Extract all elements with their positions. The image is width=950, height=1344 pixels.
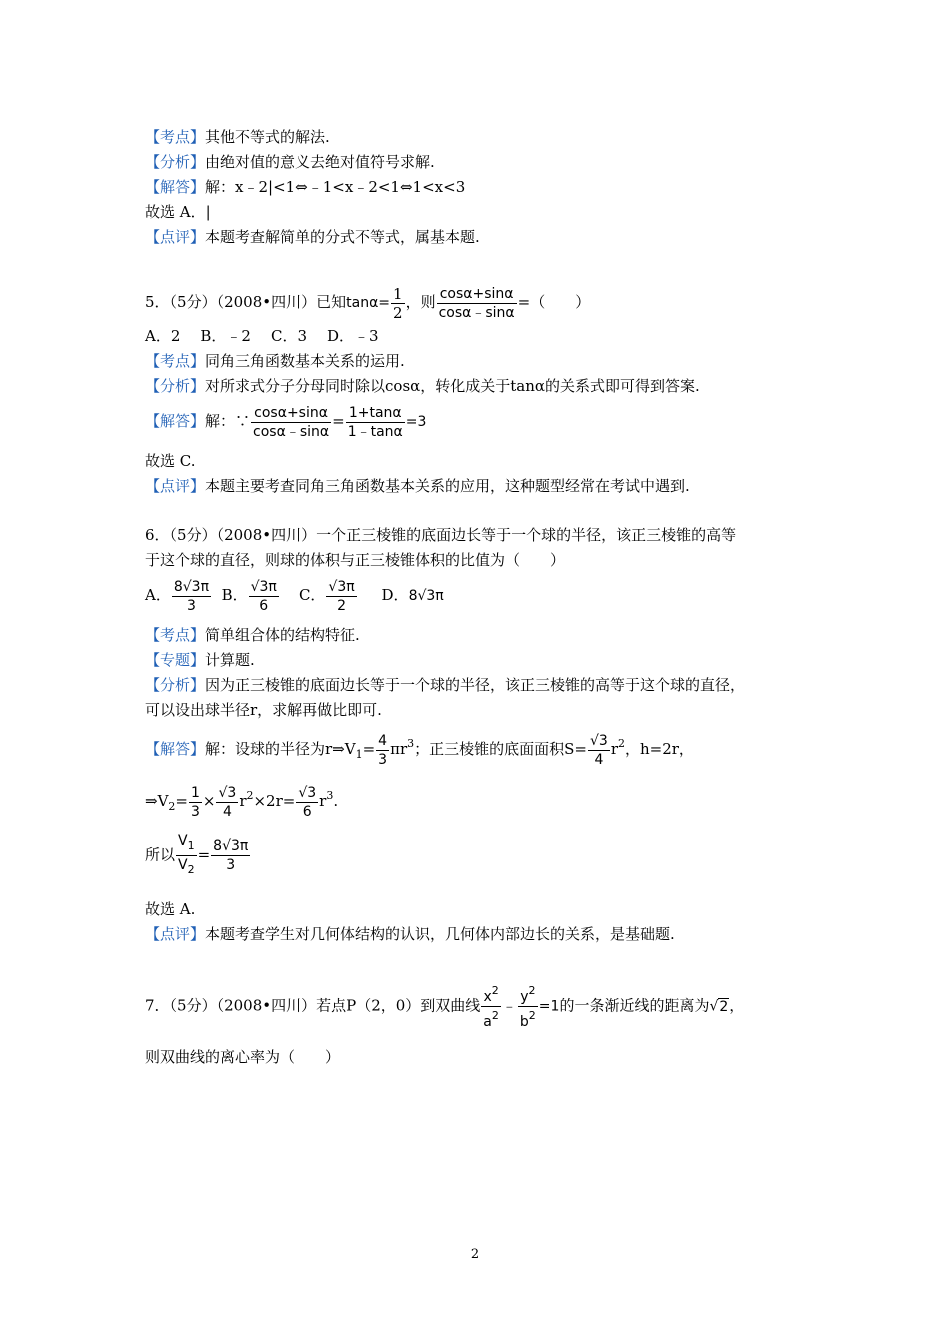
q5-option-b: B．﹣2 <box>200 327 251 345</box>
q6-stem-line-2: 于这个球的直径，则球的体积与正三棱锥体积的比值为（ ） <box>145 551 566 569</box>
q4-fenxi-line <box>145 152 435 172</box>
q4-answer-line: 故选 A．| <box>145 203 211 221</box>
q7-x-fraction: $\frac{x^2}{a^2}$ <box>483 984 499 1030</box>
q5-stem-pre: 5．（5分）（2008•四川）已知 <box>145 293 347 311</box>
q6-option-b: $\frac{√3\pi}{6}$ <box>250 578 277 614</box>
q5-jieda-line: 【解答】解：∵ $\frac{\cos\alpha+\sin\alpha}{\cos\alpha﹣\sin\alpha}$ = $\frac{1+\tan\alpha}{1﹣\tan\alpha}$ =3 <box>145 404 427 440</box>
q6-ratio-line: 所以 $\frac{V_1}{V_2}$ = $\frac{8√3\pi}{3}$ <box>145 832 251 874</box>
q5-sol-fraction-2: $\frac{1+\tan\alpha}{1﹣\tan\alpha}$ <box>347 404 403 440</box>
q5-options <box>145 326 399 346</box>
dianping-tag: 【点评】 <box>145 228 206 246</box>
q5-option-d: D．﹣3 <box>327 327 379 345</box>
q4-jieda-line <box>145 177 465 197</box>
q7-stem-line-1: 7．（5分）（2008•四川）若点P（2，0）到双曲线 $\frac{x^2}{a^2}$ ﹣ $\frac{y^2}{b^2}$ =1的一条渐近线的距离为√2， <box>145 984 745 1030</box>
q5-option-c: C．3 <box>270 327 307 345</box>
q6-zhuanti-line: 【专题】计算题. <box>145 651 255 669</box>
q5-kaodian-line: 【考点】同角三角函数基本关系的运用. <box>145 352 405 370</box>
q6-kaodian-line: 【考点】简单组合体的结构特征. <box>145 626 360 644</box>
fenxi-text: 由绝对值的意义去绝对值符号求解. <box>205 153 435 171</box>
q6-options: A． $\frac{8√3\pi}{3}$ B． $\frac{√3\pi}{6}$ C． $\frac{√3\pi}{2}$ D．8√3π <box>145 578 444 614</box>
q5-expr-fraction: $\frac{\cos\alpha+\sin\alpha}{\cos\alpha﹣\sin\alpha}$ <box>438 285 515 321</box>
q6-option-d: 8√3π <box>408 588 444 604</box>
q5-answer-line: 故选 C. <box>145 452 196 470</box>
q6-fenxi-line-1: 【分析】因为正三棱锥的底面边长等于一个球的半径，该正三棱锥的高等于这个球的直径， <box>145 676 746 694</box>
q5-dianping-line: 【点评】本题主要考查同角三角函数基本关系的应用，这种题型经常在考试中遇到. <box>145 477 690 495</box>
q6-dianping-line: 【点评】本题考查学生对几何体结构的认识，几何体内部边长的关系，是基础题. <box>145 925 675 943</box>
q6-jieda-line: 【解答】解：设球的半径为$r\Rightarrow V_1=$ $\frac{4}{3}$ $\pi r^3$；正三棱锥的底面面积S= $\frac{√3}{4}$ $r^2$，h=2r， <box>145 732 694 768</box>
q5-half-fraction: $\frac{1}{2}$ <box>393 284 403 322</box>
q6-option-a: $\frac{8√3\pi}{3}$ <box>173 578 210 614</box>
q7-stem-line-2: 则双曲线的离心率为（ ） <box>145 1048 341 1066</box>
q7-y-fraction: $\frac{y^2}{b^2}$ <box>519 984 536 1030</box>
q5-tan-lhs: tanα= <box>346 295 391 311</box>
q7-sqrt: √2 <box>709 998 729 1015</box>
q6-fenxi-line-2: 可以设出球半径r，求解再做比即可. <box>145 701 382 719</box>
q6-v2-line: $\Rightarrow V_2=$ $\frac{1}{3}$ × $\frac{√3}{4}$ $r^2\times 2r=$ $\frac{√3}{6}$ $r^3$. <box>145 784 339 820</box>
q4-dianping-line <box>145 227 480 247</box>
jieda-text: 解：x﹣2|<1⇔﹣1<x﹣2<1⇔1<x<3 <box>205 178 466 196</box>
q6-stem-line-1: 6．（5分）（2008•四川）一个正三棱锥的底面边长等于一个球的半径，该正三棱锥的高等 <box>145 526 737 544</box>
jieda-tag: 【解答】 <box>145 178 206 196</box>
q5-sol-fraction-1: $\frac{\cos\alpha+\sin\alpha}{\cos\alpha﹣\sin\alpha}$ <box>253 404 330 440</box>
q6-option-c: $\frac{√3\pi}{2}$ <box>328 578 355 614</box>
q5-fenxi-line: 【分析】对所求式分子分母同时除以cosα，转化成关于tanα的关系式即可得到答案. <box>145 377 700 395</box>
kaodian-text: 其他不等式的解法. <box>205 128 330 146</box>
kaodian-tag: 【考点】 <box>145 128 206 146</box>
q6-answer-line: 故选 A. <box>145 900 196 918</box>
q5-option-a: A．2 <box>145 327 181 345</box>
dianping-text: 本题考查解简单的分式不等式，属基本题. <box>205 228 480 246</box>
page-number: 2 <box>470 1247 480 1262</box>
q4-kaodian-line <box>145 127 330 147</box>
fenxi-tag: 【分析】 <box>145 153 206 171</box>
q5-stem: 5．（5分）（2008•四川）已知tanα= $\frac{1}{2}$ ，则 $\frac{\cos\alpha+\sin\alpha}{\cos\alpha﹣\sin\alpha}$ =（ ） <box>145 284 591 322</box>
